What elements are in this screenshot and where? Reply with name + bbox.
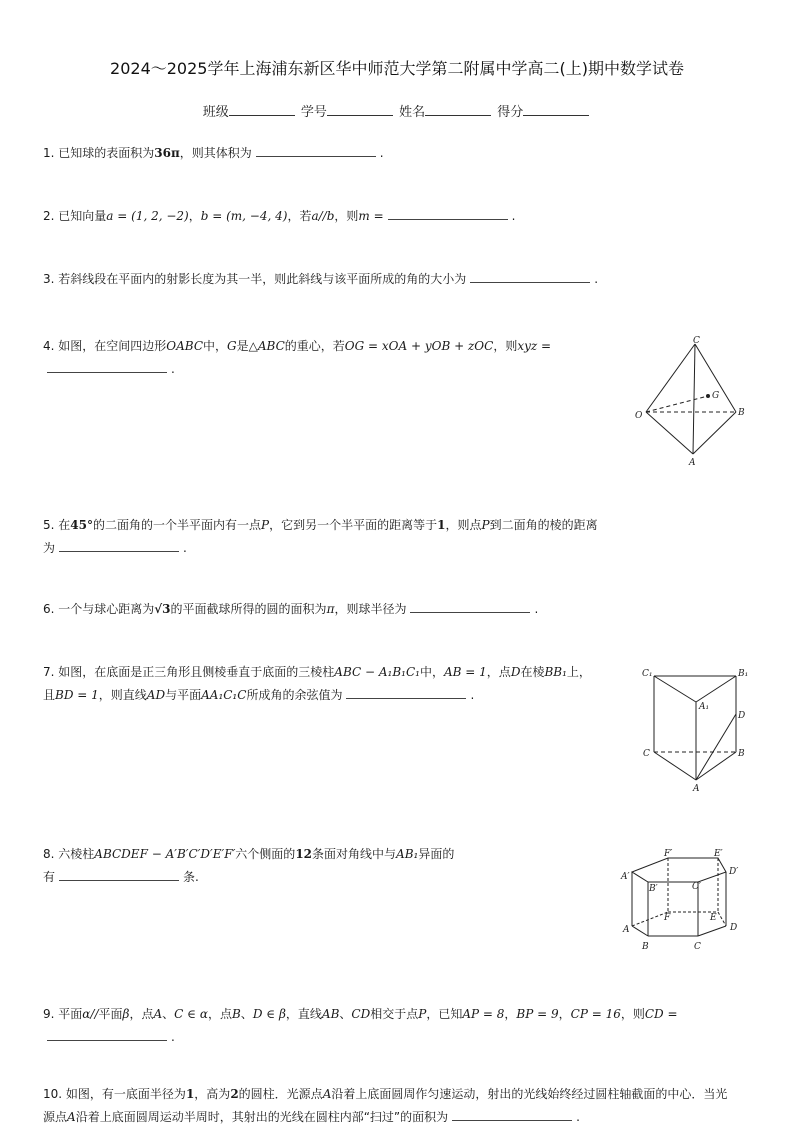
label-c: C — [693, 336, 700, 346]
question-3: 3. 若斜线段在平面内的射影长度为其一半，则此斜线与该平面所成的角的大小为 . — [43, 268, 598, 291]
label-c: C — [643, 749, 650, 759]
label-d: D — [738, 711, 746, 721]
label-b: B — [642, 942, 649, 952]
student-info-line — [0, 101, 794, 120]
page-title: 2024～2025学年上海浦东新区华中师范大学第二附属中学高二(上)期中数学试卷 — [110, 59, 684, 78]
name-field: 姓名 — [399, 101, 493, 120]
label-d: D — [730, 923, 738, 933]
score-blank[interactable] — [523, 103, 589, 116]
score-field: 得分 — [497, 101, 591, 120]
answer-blank-7[interactable] — [346, 685, 466, 699]
question-7: 7. 如图，在底面是正三角形且侧棱垂直于底面的三棱柱ABC − A₁B₁C₁中，AB = 1，点D在棱BB₁上， 且BD = 1，则直线AD与平面AA₁C₁C所成角的余弦值为 . — [43, 665, 591, 702]
label-o: O — [635, 411, 643, 421]
figure-tetrahedron — [630, 334, 750, 469]
name-blank[interactable] — [425, 103, 491, 116]
label-e: E — [710, 913, 717, 923]
answer-blank-10[interactable] — [452, 1107, 572, 1121]
question-10: 10. 如图，有一底面半径为1，高为2的圆柱．光源点A沿着上底面圆周作匀速运动，射出的光线始终经过圆柱轴截面的中心．当光 源点A沿着上底面圆周运动半周时，其射出的光线在圆柱内部“扫过”的面积为 . — [43, 1087, 728, 1124]
figure-hexagonal-prism — [618, 846, 754, 954]
label-b-prime: B′ — [649, 884, 658, 894]
label-a: A — [693, 784, 700, 794]
question-1: 1. 已知球的表面积为36π，则其体积为 . — [43, 142, 384, 165]
label-c1: C₁ — [642, 669, 653, 679]
label-a: A — [623, 925, 630, 935]
label-b: B — [738, 408, 745, 418]
label-e-prime: E′ — [714, 849, 723, 859]
answer-blank-5[interactable] — [59, 538, 179, 552]
question-5: 5. 在45°的二面角的一个半平面内有一点P，它到另一个半平面的距离等于1，则点P到二面角的棱的距离 为 . — [43, 518, 598, 555]
class-blank[interactable] — [229, 103, 295, 116]
question-8: 8. 六棱柱ABCDEF − A′B′C′D′E′F′六个侧面的12条面对角线中与AB₁异面的 有 条. — [43, 847, 455, 884]
figure-triangular-prism — [636, 664, 756, 794]
question-2: 2. 已知向量a = (1, 2, −2)，b = (m, −4, 4)，若a//b，则m = . — [43, 205, 515, 228]
class-field: 班级 — [203, 101, 297, 120]
answer-blank-2[interactable] — [388, 206, 508, 220]
answer-blank-8[interactable] — [59, 867, 179, 881]
question-6: 6. 一个与球心距离为√3的平面截球所得的圆的面积为π，则球半径为 . — [43, 598, 538, 621]
label-b1: B₁ — [738, 669, 749, 679]
label-a-prime: A′ — [621, 872, 630, 882]
label-g: G — [712, 391, 720, 401]
answer-blank-9[interactable] — [47, 1027, 167, 1041]
label-a: A — [689, 458, 696, 468]
label-a1: A₁ — [699, 702, 710, 712]
answer-blank-6[interactable] — [410, 599, 530, 613]
answer-blank-1[interactable] — [256, 143, 376, 157]
student-id-field: 学号 — [301, 101, 395, 120]
label-b: B — [738, 749, 745, 759]
student-id-blank[interactable] — [327, 103, 393, 116]
label-f-prime: F′ — [664, 849, 673, 859]
answer-blank-4[interactable] — [47, 359, 167, 373]
label-d-prime: D′ — [729, 867, 739, 877]
answer-blank-3[interactable] — [470, 269, 590, 283]
question-9: 9. 平面α//平面β，点A、C ∈ α，点B、D ∈ β，直线AB、CD相交于点P，已知AP = 8，BP = 9，CP = 16，则CD = . — [43, 1007, 678, 1044]
label-c: C — [694, 942, 701, 952]
label-c-prime: C′ — [692, 882, 701, 892]
question-4: 4. 如图，在空间四边形OABC中，G是△ABC的重心，若OG = xOA + yOB + zOC，则xyz = . — [43, 339, 552, 376]
label-f: F — [664, 913, 671, 923]
